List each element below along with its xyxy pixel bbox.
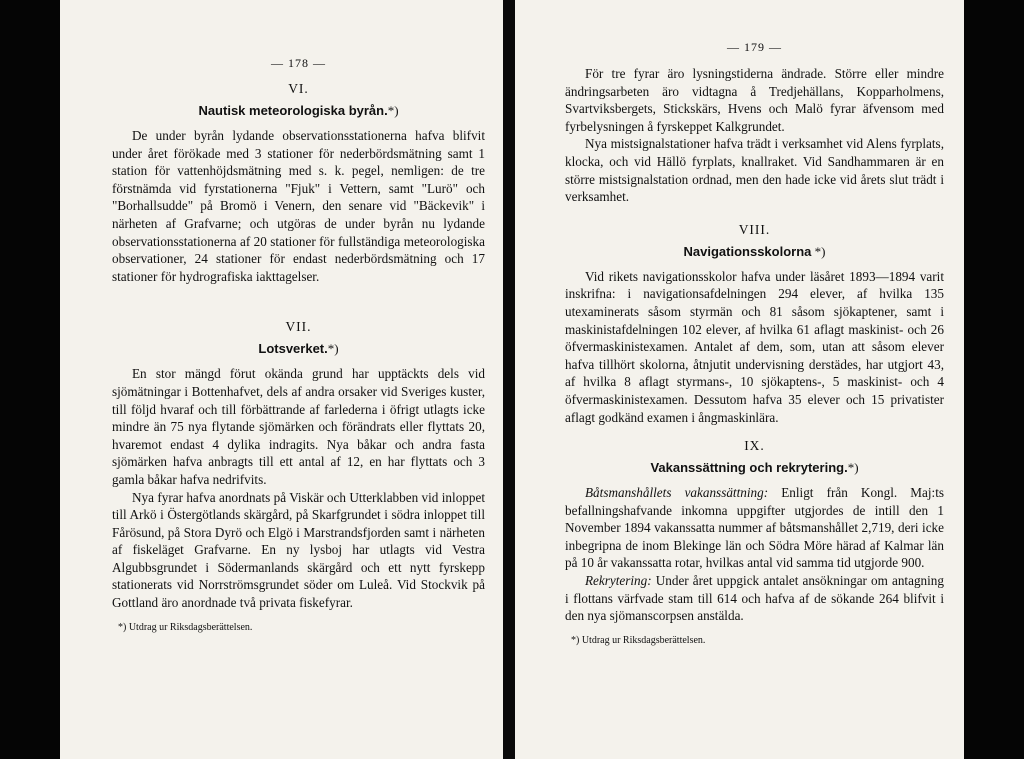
section-title-text: Nautisk meteorologiska byrån. <box>198 103 388 118</box>
footnote-mark: *) <box>847 460 859 476</box>
paragraph-lead: Rekrytering: <box>585 573 652 589</box>
paragraph: För tre fyrar äro lysningstiderna ändrade. Större eller mindre ändringsarbeten äro vidtagna å Tredjehällans, Kopparholmens, Svartviksbergets, Stickskärs, Hvens och Malö fyrar äfvensom med fyrbelysningen å fyrskeppet Kalkgrundet. <box>565 66 944 134</box>
footnote-mark: *) <box>327 341 339 357</box>
section-title <box>112 341 485 357</box>
section-title <box>565 460 944 476</box>
paragraph-lead: Båtsmanshållets vakanssättning: <box>585 485 769 501</box>
gutter <box>503 0 515 759</box>
footnote-mark: *) <box>811 243 826 259</box>
paragraph <box>565 484 944 572</box>
paragraph: De under byrån lydande observationsstationerna hafva blifvit under året förökade med 3 stationer för nederbördsmätning samt 1 station för vattenhöjdsmätning med s. k. pegel, nemligen: de tre förstnämda vid fyrstationerna "Fjuk" i Vettern, samt "Lurö" och "Borhallsudde" på Bromö i Venern, den senare vid "Bäckevik" i närheten af Grafvarne; och utgöras de under byrån nu lydande observationsstationerna af 20 stationer för fullständiga meteorologiska observationer, 24 stationer för endast nederbördsmätning och 17 stationer för hydrografiska iakttagelser. <box>112 128 485 284</box>
right-page <box>515 0 964 759</box>
paragraph-text: Enligt från Kongl. Maj:ts befallningshafvande inkomna uppgifter utgjordes de intill den 1 November 1894 vakanssatta nummer af båtsmanshållet 2,719, deri icke inbegripna de inom Blekinge län och Södra Möre härad af Kalmar län på 10 år vakanssatta rotar, hvilkas antal vid samma tid utgjorde 900. <box>565 485 945 571</box>
paragraph: Vid rikets navigationsskolor hafva under läsåret 1893—1894 varit inskrifna: i navigationsafdelningen 294 elever, af hvilka 135 utexaminerats såsom styrmän och 81 såsom sjökaptener, samt i maskinistafdelningen 102 elever, af hvilka 61 aflagt maskinist- och 26 öfvermaskinistexamen. Antalet af dem, som, utan att såsom elever hafva tillhört skolorna, åtnjutit undervisning derstädes, har utgjort 43, af hvilka 8 aflagt styrmans-, 10 sjökaptens-, 5 maskinist- och 4 öfvermaskinistexamen. Dessutom hafva 35 elever och 15 privatister aflagt godkänd examen i ångmaskinlära. <box>565 268 944 425</box>
footnote: *) Utdrag ur Riksdagsberättelsen. <box>571 634 706 646</box>
section-number: VIII. <box>738 221 771 237</box>
section-title-text: Navigationsskolorna <box>683 243 812 259</box>
paragraph-text: Under året uppgick antalet ansökningar om antagning i flottans värfvade stam till 614 och hafva af de sökande 264 blifvit i den nya sjömanscorpsen anstälda. <box>565 573 944 624</box>
section-title <box>565 244 944 260</box>
paragraph: En stor mängd förut okända grund har upptäckts dels vid sjömätningar i Bottenhafvet, dels af andra orsaker vid Sveriges kuster, till följd hvaraf och till förbättrande af farlederna i öfrigt utlagts icke mindre än 75 nya flytande sjömärken och förändrats eller flyttats 20, hvaremot endast 4 dylika indragits. Nya båkar och andra fasta sjömärken hafva anbragts till ett antal af 12, en har flyttats och 3 gamla båkar hafva nedrifvits. <box>112 366 485 487</box>
paragraph: Nya fyrar hafva anordnats på Viskär och Utterklabben vid inloppet till Arkö i Östergötlands skärgård, på Skarfgrundet i södra inloppet till Fårösund, på Stora Dyrö och Elgö i Marstrandsfjorden samt i närheten af fiskeläget Grafvarne. En ny lysboj har utlagts vid Vestra Algubbsgrundet i Södermanlands skärgård och ett nytt fyrskepp stationerats vid Norrströmsgrundet söder om Luleå. Vid Stockvik på Gottland äro anordnade två privata fiskefyrar. <box>112 489 485 611</box>
page-number: — 179 — <box>727 40 782 54</box>
section-title-text: Lotsverket. <box>258 341 328 357</box>
paragraph: Nya mistsignalstationer hafva trädt i verksamhet vid Alens fyrplats, klocka, och vid Hällö fyrplats, knallraket. Vid Sandhammaren är en större mistsignalstation ordnad, men den hade icke vid årets slut trädt i verksamhet. <box>565 136 944 205</box>
section-number: VII. <box>285 319 312 335</box>
left-page <box>60 0 503 759</box>
section-number: IX. <box>744 438 765 454</box>
page-number: — 178 — <box>271 56 326 70</box>
section-title <box>112 103 485 119</box>
footnote-mark: *) <box>387 103 399 118</box>
section-number: VI. <box>288 81 309 96</box>
section-title-text: Vakanssättning och rekrytering. <box>650 460 848 476</box>
footnote: *) Utdrag ur Riksdagsberättelsen. <box>118 621 253 633</box>
paragraph <box>565 572 944 625</box>
